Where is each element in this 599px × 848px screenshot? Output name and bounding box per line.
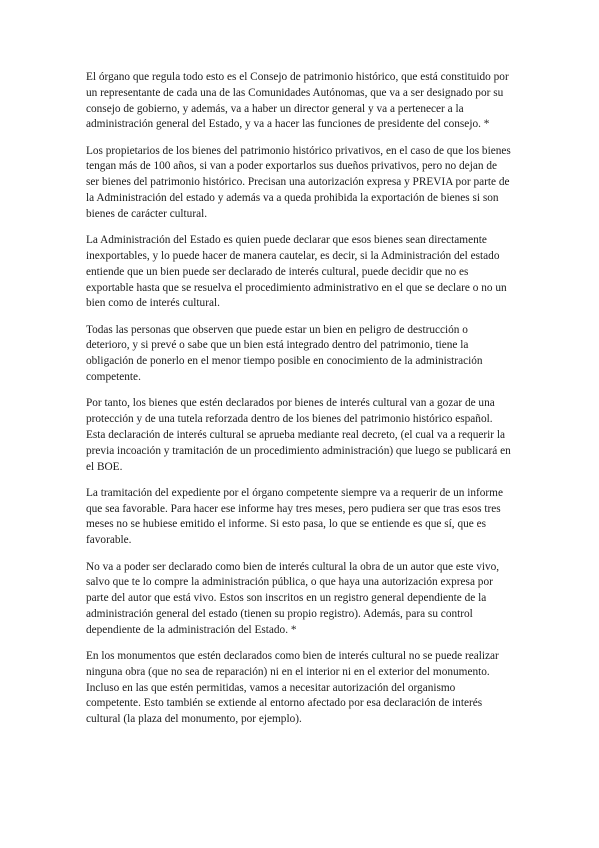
paragraph-peligro: Todas las personas que observen que puede estar un bien en peligro de destrucción o deterioro, y si prevé o sabe que un bien está integrado dentro del patrimonio, tiene la obligación de ponerlo en el menor tiempo posible en conocimiento de la administración competente. xyxy=(86,323,483,384)
paragraph-autor-vivo: No va a poder ser declarado como bien de interés cultural la obra de un autor que este vivo, salvo que te lo compre la administración pública, o que haya una autorización expresa por parte del autor que está vivo. Estos son inscritos en un registro general dependiente de la administración general del estado (tienen su propio registro). Además, para su control dependiente de la administración del Estado. * xyxy=(86,560,500,636)
document-page xyxy=(86,70,512,738)
paragraph-inexportables: La Administración del Estado es quien puede declarar que esos bienes sean directamente inexportables, y lo puede hacer de manera cautelar, es decir, si la Administración del estado entiende que un bien puede ser declarado de interés cultural, puede decidir que no es exportable hasta que se resuelva el procedimiento administrativo en el que se declare o no un bien como de interés cultural. xyxy=(86,234,507,310)
paragraph-consejo: El órgano que regula todo esto es el Consejo de patrimonio histórico, que está constituido por un representante de cada una de las Comunidades Autónomas, que va a ser designado por su consejo de gobierno, y además, va a haber un director general y va a pertenecer a la administración general del Estado, y va a hacer las funciones de presidente del consejo. * xyxy=(86,71,509,131)
paragraph-tramitacion: La tramitación del expediente por el órgano competente siempre va a requerir de un informe que sea favorable. Para hacer ese informe hay tres meses, pero pudiera ser que tras esos tres meses no se hubiese emitido el informe. Si esto pasa, lo que se entiende es que sí, que es favorable. xyxy=(86,486,503,547)
paragraph-declaracion: Por tanto, los bienes que estén declarados por bienes de interés cultural van a gozar de una protección y de una tutela reforzada dentro de los bienes del patrimonio histórico español. Esta declaración de interés cultural se aprueba mediante real decreto, (el cual va a requerir la previa incoación y tramitación de un procedimiento administración) que luego se publicará en el BOE. xyxy=(86,397,511,473)
paragraph-propietarios: Los propietarios de los bienes del patrimonio histórico privativos, en el caso de que los bienes tengan más de 100 años, si van a poder exportarlos sus dueños privativos, pero no dejan de ser bienes del patrimonio histórico. Precisan una autorización expresa y PREVIA por parte de la Administración del estado y además va a queda prohibida la exportación de bienes si son bienes de carácter cultural. xyxy=(86,144,511,220)
paragraph-monumentos: En los monumentos que estén declarados como bien de interés cultural no se puede realizar ninguna obra (que no sea de reparación) ni en el interior ni en el exterior del monumento. Incluso en las que estén permitidas, vamos a necesitar autorización del organismo competente. Esto también se extiende al entorno afectado por esa declaración de interés cultural (la plaza del monumento, por ejemplo). xyxy=(86,650,499,726)
